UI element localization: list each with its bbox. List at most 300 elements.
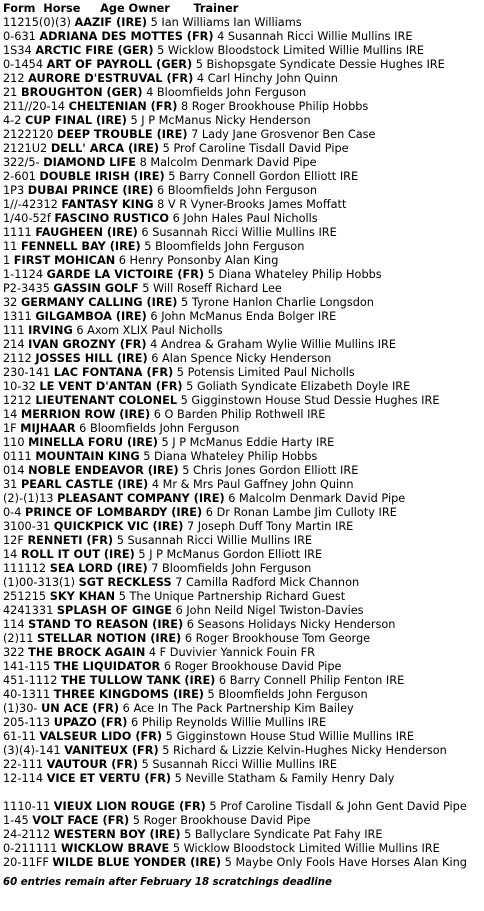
entry-horse: WICKLOW BRAVE — [60, 842, 170, 855]
entry-trainer: James Moffatt — [268, 198, 347, 211]
entry-form: 32 — [3, 296, 18, 309]
entry-row — [3, 30, 481, 44]
entry-owner: Bloomfields — [89, 422, 156, 435]
entry-form: 141-115 — [3, 660, 51, 673]
entry-age: 6 — [156, 184, 165, 197]
entry-owner: Tyrone Hanlon — [191, 296, 273, 309]
entry-age: 5 — [118, 590, 126, 603]
entry-age: 5 — [186, 380, 194, 393]
entry-age: 5 — [195, 58, 203, 71]
entry-row — [3, 702, 481, 716]
entry-form: 212 — [3, 72, 25, 85]
entry-trainer: Nicky Henderson — [215, 114, 311, 127]
entry-form: 2-601 — [3, 170, 36, 183]
entry-owner: Philip Reynolds — [141, 716, 228, 729]
entry-form: 31 — [3, 478, 18, 491]
entry-trainer: Willie Mullins IRE — [328, 44, 425, 57]
entry-row — [3, 324, 481, 338]
entry-age: 6 — [172, 212, 180, 225]
entry-form: 0-211111 — [3, 842, 58, 855]
entry-trainer: John Ferguson — [159, 422, 240, 435]
entry-horse: THE TULLOW TANK (IRE) — [60, 674, 216, 687]
entry-trainer: Kim Bailey — [293, 702, 354, 715]
entry-owner: Gigginstown House Stud — [176, 730, 316, 743]
entry-age: 4 — [146, 86, 154, 99]
entry-form: 1//-42312 — [3, 198, 58, 211]
entry-horse: PEARL CASTLE (IRE) — [20, 478, 149, 491]
entry-age: 6 — [118, 254, 126, 267]
entry-row — [3, 674, 481, 688]
entry-age: 5 — [180, 394, 188, 407]
entry-form: 111112 — [3, 562, 47, 575]
blank-line — [3, 786, 481, 800]
entry-trainer: Alan King — [224, 254, 279, 267]
entry-age: 5 — [130, 114, 138, 127]
entry-trainer: Gordon Elliott IRE — [222, 548, 323, 561]
entry-form: 1212 — [3, 394, 32, 407]
entry-row — [3, 730, 481, 744]
header-trainer: Trainer — [193, 2, 239, 15]
entry-age: 7 — [191, 128, 199, 141]
entry-form: 214 — [3, 338, 25, 351]
entry-age: 5 — [172, 842, 181, 855]
entry-horse: ROLL IT OUT (IRE) — [20, 548, 135, 561]
entry-age: 6 — [205, 506, 213, 519]
entry-form: 0-1454 — [3, 58, 44, 71]
entry-age: 6 — [151, 352, 159, 365]
entry-owner: Mr & Mrs Paul Gaffney — [162, 478, 289, 491]
entry-trainer: Paul Nicholls — [246, 212, 318, 225]
entry-owner: Bloomfields — [155, 240, 222, 253]
entry-row — [3, 254, 481, 268]
entry-trainer: Willie Mullins IRE — [318, 730, 415, 743]
entry-form: 14 — [3, 408, 18, 421]
entry-row — [3, 856, 481, 870]
entry-owner: Malcolm Denmark — [238, 492, 342, 505]
entry-row — [3, 198, 481, 212]
entry-age: 6 — [141, 226, 149, 239]
entry-form: 0111 — [3, 450, 32, 463]
entry-owner: F Duvivier — [159, 646, 217, 659]
entry-trainer: David Pipe — [288, 142, 349, 155]
entry-age: 5 — [162, 142, 170, 155]
entry-trainer: Willie Mullins IRE — [230, 716, 327, 729]
entry-row — [3, 282, 481, 296]
entry-owner: Will Roseff — [152, 282, 212, 295]
entry-trainer: Dessie Hughes IRE — [338, 58, 445, 71]
entry-form: 1/40-52f — [3, 212, 51, 225]
entry-age: 5 — [143, 450, 151, 463]
entry-trainer: Willie Mullins IRE — [216, 534, 313, 547]
entry-row — [3, 590, 481, 604]
entry-owner: Seasons Holidays — [197, 618, 297, 631]
entry-owner: John Neild — [186, 604, 244, 617]
entry-horse: GARDE LA VICTOIRE (FR) — [46, 268, 205, 281]
entry-owner: Gigginstown House Stud — [191, 394, 331, 407]
entry-age: 7 — [187, 520, 195, 533]
entry-horse: NOBLE ENDEAVOR (IRE) — [28, 464, 179, 477]
entry-row — [3, 618, 481, 632]
entry-owner: Potensis Limited — [187, 366, 281, 379]
entry-row — [3, 660, 481, 674]
entry-horse: MINELLA FORU (IRE) — [28, 436, 158, 449]
entry-form: 110 — [3, 436, 25, 449]
entry-owner: Ace In The Pack Partnership — [133, 702, 291, 715]
entry-trainer: Nicky Henderson — [299, 618, 396, 631]
entry-form: 1-1124 — [3, 268, 44, 281]
entry-form: 14 — [3, 548, 18, 561]
entry-horse: IRVING — [28, 324, 73, 337]
entry-trainer: John Ferguson — [287, 688, 368, 701]
entry-horse: SGT RECKLESS — [78, 576, 172, 589]
entry-trainer: Elizabeth Doyle IRE — [300, 380, 411, 393]
entry-age: 5 — [209, 800, 217, 813]
entry-horse: ART OF PAYROLL (GER) — [46, 58, 193, 71]
entry-trainer: David Pipe — [281, 660, 342, 673]
entry-horse: VAUTOUR (FR) — [46, 758, 139, 771]
entry-owner: Diana Whateley — [154, 450, 244, 463]
entry-age: 6 — [150, 310, 158, 323]
entry-horse: RENNETI (FR) — [27, 534, 114, 547]
entry-age: 5 — [132, 814, 140, 827]
entry-form: (2)11 — [3, 632, 34, 645]
entry-form: 111 — [3, 324, 25, 337]
entry-row — [3, 772, 481, 786]
entry-owner: Joseph Duff — [197, 520, 263, 533]
entry-row — [3, 86, 481, 100]
entry-horse: SEA LORD (IRE) — [49, 562, 148, 575]
entry-age: 6 — [186, 618, 194, 631]
entry-form: 1-45 — [3, 814, 29, 827]
entry-horse: BROUGHTON (GER) — [20, 86, 143, 99]
entry-row — [3, 422, 481, 436]
entry-row — [3, 240, 481, 254]
entry-row — [3, 128, 481, 142]
entry-horse: ARCTIC FIRE (GER) — [35, 44, 154, 57]
entry-row — [3, 394, 481, 408]
entry-form: 12-114 — [3, 772, 44, 785]
entry-horse: FANTASY KING — [61, 198, 154, 211]
entry-horse: UN ACE (FR) — [41, 702, 120, 715]
entry-horse: VICE ET VERTU (FR) — [46, 772, 172, 785]
entry-form: 4241331 — [3, 604, 54, 617]
entry-horse: MIJHAAR — [20, 422, 76, 435]
entry-owner: Wicklow Bloodstock Limited — [167, 44, 326, 57]
entry-age: 4 — [151, 478, 159, 491]
entry-row — [3, 44, 481, 58]
entry-trainer: Philip Hobbs — [247, 450, 318, 463]
entry-horse: DOUBLE IRISH (IRE) — [39, 170, 165, 183]
entry-owner: Neville Statham & Family — [185, 772, 328, 785]
entry-trainer: Gordon Elliott IRE — [258, 170, 359, 183]
header-age-owner: Age Owner — [100, 2, 170, 15]
entry-horse: JOSSES HILL (IRE) — [35, 352, 148, 365]
entry-owner: Susannah Ricci — [152, 758, 239, 771]
entry-age: 5 — [182, 464, 190, 477]
entry-row — [3, 352, 481, 366]
entry-horse: QUICKPICK VIC (IRE) — [53, 520, 184, 533]
entry-horse: WESTERN BOY (IRE) — [53, 828, 181, 841]
entry-row — [3, 478, 481, 492]
entry-form: (1)30- — [3, 702, 38, 715]
entry-trainer: Willie Mullins IRE — [317, 30, 413, 43]
entry-form: 11215(0)(3) — [3, 16, 71, 29]
entry-owner: Lady Jane Grosvenor — [201, 128, 319, 141]
entry-form: 22-111 — [3, 758, 44, 771]
entry-age: 4 — [196, 72, 205, 85]
entry-age: 6 — [228, 492, 236, 505]
entry-row — [3, 450, 481, 464]
entry-row — [3, 436, 481, 450]
entry-row — [3, 296, 481, 310]
entry-horse: GASSIN GOLF — [53, 282, 139, 295]
entry-row — [3, 184, 481, 198]
entry-age: 4 — [217, 30, 225, 43]
entry-trainer: John Ferguson — [237, 184, 318, 197]
entry-row — [3, 744, 481, 758]
entry-owner: J P McManus — [149, 548, 220, 561]
entry-trainer: Enda Bolger IRE — [245, 310, 337, 323]
entry-trainer: Willie Mullins IRE — [241, 226, 337, 239]
entry-form: 40-1311 — [3, 688, 51, 701]
entry-owner: Prof Caroline Tisdall & John Gent — [220, 800, 404, 813]
entry-form: 10-32 — [3, 380, 36, 393]
entry-owner: Camilla Radford — [186, 576, 276, 589]
entry-horse: AURORE D'ESTRUVAL (FR) — [28, 72, 194, 85]
entry-owner: Bloomfields — [167, 184, 234, 197]
entry-horse: VANITEUX (FR) — [64, 744, 159, 757]
entry-form: 1111 — [3, 226, 32, 239]
entry-age: 8 — [157, 198, 165, 211]
entry-horse: CUP FINAL (IRE) — [25, 114, 127, 127]
entry-trainer: Ben Case — [322, 128, 376, 141]
entry-age: 5 — [168, 170, 176, 183]
header-form: Form — [3, 2, 36, 15]
entry-trainer: Tony Martin IRE — [266, 520, 354, 533]
entry-owner: O Barden — [164, 408, 218, 421]
entry-owner: John Hales — [183, 212, 243, 225]
entry-owner: Carl Hinchy — [207, 72, 273, 85]
entry-row — [3, 576, 481, 590]
entry-trainer: Philip Fenton IRE — [309, 674, 405, 687]
entry-row — [3, 506, 481, 520]
entry-trainer: Philip Rothwell IRE — [221, 408, 326, 421]
entry-horse: FIRST MOHICAN — [13, 254, 116, 267]
entry-horse: FENNELL BAY (IRE) — [20, 240, 141, 253]
entry-age: 6 — [218, 674, 227, 687]
entry-row — [3, 828, 481, 842]
entry-owner: John McManus — [161, 310, 243, 323]
entry-trainer: Pat Fahy IRE — [313, 828, 383, 841]
entry-form: 1110-11 — [3, 800, 51, 813]
entry-trainer: David Pipe — [250, 814, 311, 827]
entry-form: 2121U2 — [3, 142, 48, 155]
entry-trainer: David Pipe — [256, 156, 317, 169]
entry-age: 6 — [153, 408, 161, 421]
entry-form: 3100-31 — [3, 520, 51, 533]
entry-horse: THE LIQUIDATOR — [53, 660, 161, 673]
entry-row — [3, 814, 481, 828]
entry-form: 1P3 — [3, 184, 25, 197]
entry-form: 1 — [3, 254, 11, 267]
entry-owner: Bloomfields — [156, 86, 223, 99]
entry-owner: Chris Jones — [193, 464, 256, 477]
entry-row — [3, 492, 481, 506]
entry-trainer: Ian Williams — [233, 16, 302, 29]
entry-horse: VOLT FACE (FR) — [32, 814, 130, 827]
entry-age: 5 — [181, 296, 189, 309]
entry-form: 211//20-14 — [3, 100, 66, 113]
entry-owner: Barry Connell — [229, 674, 307, 687]
entry-owner: Susannah Ricci — [127, 534, 214, 547]
entry-row — [3, 464, 481, 478]
entry-horse: STELLAR NOTION (IRE) — [36, 632, 182, 645]
entry-trainer: Gordon Elliott IRE — [259, 464, 359, 477]
entry-owner: Bloomfields — [218, 688, 285, 701]
entry-owner: Diana Whateley — [218, 268, 309, 281]
entry-row — [3, 212, 481, 226]
entry-age: 5 — [150, 16, 158, 29]
entry-form: 2122120 — [3, 128, 54, 141]
entry-row — [3, 380, 481, 394]
entry-form: 014 — [3, 464, 25, 477]
entry-row — [3, 156, 481, 170]
entry-trainer: Paul Nicholls — [283, 366, 355, 379]
entry-row — [3, 16, 481, 30]
entry-row — [3, 72, 481, 86]
entry-trainer: Tom George — [302, 632, 371, 645]
entry-form: 451-1112 — [3, 674, 58, 687]
entry-form: P2-3435 — [3, 282, 50, 295]
entry-owner: Axom XLIX — [87, 324, 148, 337]
entry-age: 6 — [175, 604, 183, 617]
entry-form: 251215 — [3, 590, 47, 603]
entry-form: 21 — [3, 86, 18, 99]
entry-owner: Roger Brookhouse — [195, 632, 299, 645]
entry-owner: Susannah Ricci — [227, 30, 314, 43]
entry-owner: J P McManus — [141, 114, 212, 127]
entry-form: 0-631 — [3, 30, 36, 43]
entry-age: 6 — [76, 324, 84, 337]
entry-row — [3, 100, 481, 114]
entry-horse: MOUNTAIN KING — [35, 450, 140, 463]
entry-owner: Susannah Ricci — [152, 226, 238, 239]
entry-trainer: John Ferguson — [231, 562, 312, 575]
entry-trainer: Henry Daly — [331, 772, 395, 785]
entry-age: 5 — [138, 548, 146, 561]
entry-row — [3, 310, 481, 324]
entry-trainer: Nigel Twiston-Davies — [246, 604, 364, 617]
entry-age: 6 — [131, 716, 139, 729]
entry-row — [3, 842, 481, 856]
entry-age: 4 — [148, 646, 157, 659]
entry-age: 8 — [139, 156, 147, 169]
entry-horse: LIEUTENANT COLONEL — [35, 394, 178, 407]
entry-trainer: Yannick Fouin FR — [220, 646, 315, 659]
entry-trainer: John Ferguson — [224, 240, 305, 253]
entry-form: 0-4 — [3, 506, 22, 519]
entry-form: 4-2 — [3, 114, 22, 127]
entry-trainer: Alan King — [413, 856, 467, 869]
entry-form: 114 — [3, 618, 25, 631]
entry-horse: THREE KINGDOMS (IRE) — [53, 688, 204, 701]
entry-age: 5 — [165, 730, 173, 743]
entry-row — [3, 408, 481, 422]
entry-form: (1)00-313(1) — [3, 576, 76, 589]
entry-row — [3, 226, 481, 240]
entry-form: (3)(4)-141 — [3, 744, 61, 757]
entry-horse: GERMANY CALLING (IRE) — [20, 296, 178, 309]
entry-horse: IVAN GROZNY (FR) — [28, 338, 147, 351]
entry-trainer: Philip Hobbs — [298, 100, 369, 113]
entry-row — [3, 58, 481, 72]
entry-owner: The Unique Partnership — [129, 590, 262, 603]
entry-trainer: David Pipe — [406, 800, 467, 813]
entry-horse: MERRION ROW (IRE) — [20, 408, 151, 421]
entry-trainer: Philip Hobbs — [311, 268, 382, 281]
entries-list — [3, 16, 481, 870]
entry-trainer: Paul Nicholls — [151, 324, 223, 337]
entry-trainer: Willie Mullins IRE — [344, 842, 440, 855]
entry-horse: DUBAI PRINCE (IRE) — [27, 184, 154, 197]
entry-row — [3, 604, 481, 618]
entry-age: 5 — [161, 436, 169, 449]
entry-trainer: Eddie Harty IRE — [246, 436, 335, 449]
entry-horse: SPLASH OF GINGE — [56, 604, 172, 617]
entry-horse: GILGAMBOA (IRE) — [35, 310, 147, 323]
entry-age: 5 — [141, 758, 149, 771]
entry-form: 230-141 — [3, 366, 51, 379]
entry-owner: Ballyclare Syndicate — [194, 828, 310, 841]
entry-form: (2)-(1)13 — [3, 492, 54, 505]
entry-owner: V R Vyner-Brooks — [167, 198, 265, 211]
entry-horse: UPAZO (FR) — [53, 716, 128, 729]
entry-horse: FAUGHEEN (IRE) — [35, 226, 138, 239]
entry-age: 6 — [79, 422, 87, 435]
entry-row — [3, 338, 481, 352]
entry-owner: Barry Connell — [178, 170, 256, 183]
entry-trainer: Charlie Longsdon — [276, 296, 374, 309]
entry-row — [3, 800, 481, 814]
entry-age: 6 — [184, 632, 192, 645]
entry-owner: Roger Brookhouse — [174, 660, 278, 673]
entry-age: 8 — [180, 100, 189, 113]
entry-horse: ADRIANA DES MOTTES (FR) — [39, 30, 214, 43]
entry-horse: THE BROCK AGAIN — [28, 646, 146, 659]
entry-row — [3, 632, 481, 646]
entry-form: 1F — [3, 422, 17, 435]
entry-horse: VIEUX LION ROUGE (FR) — [53, 800, 206, 813]
entry-owner: Andrea & Graham Wylie — [160, 338, 298, 351]
entry-row — [3, 646, 481, 660]
entry-age: 4 — [150, 338, 158, 351]
entry-owner: Goliath Syndicate — [196, 380, 297, 393]
entry-row — [3, 366, 481, 380]
entry-age: 6 — [122, 702, 130, 715]
entry-row — [3, 716, 481, 730]
entry-trainer: Dessie Hughes IRE — [333, 394, 440, 407]
entry-trainer: Nicky Henderson — [235, 352, 332, 365]
entry-trainer: Richard Guest — [265, 590, 346, 603]
entry-trainer: John Quinn — [276, 72, 338, 85]
entry-row — [3, 520, 481, 534]
entry-row — [3, 534, 481, 548]
entry-form: 11 — [3, 240, 18, 253]
entry-owner: Roger Brookhouse — [143, 814, 247, 827]
entry-form: 20-11FF — [3, 856, 49, 869]
entry-horse: AAZIF (IRE) — [74, 16, 148, 29]
entry-horse: LAC FONTANA (FR) — [53, 366, 174, 379]
